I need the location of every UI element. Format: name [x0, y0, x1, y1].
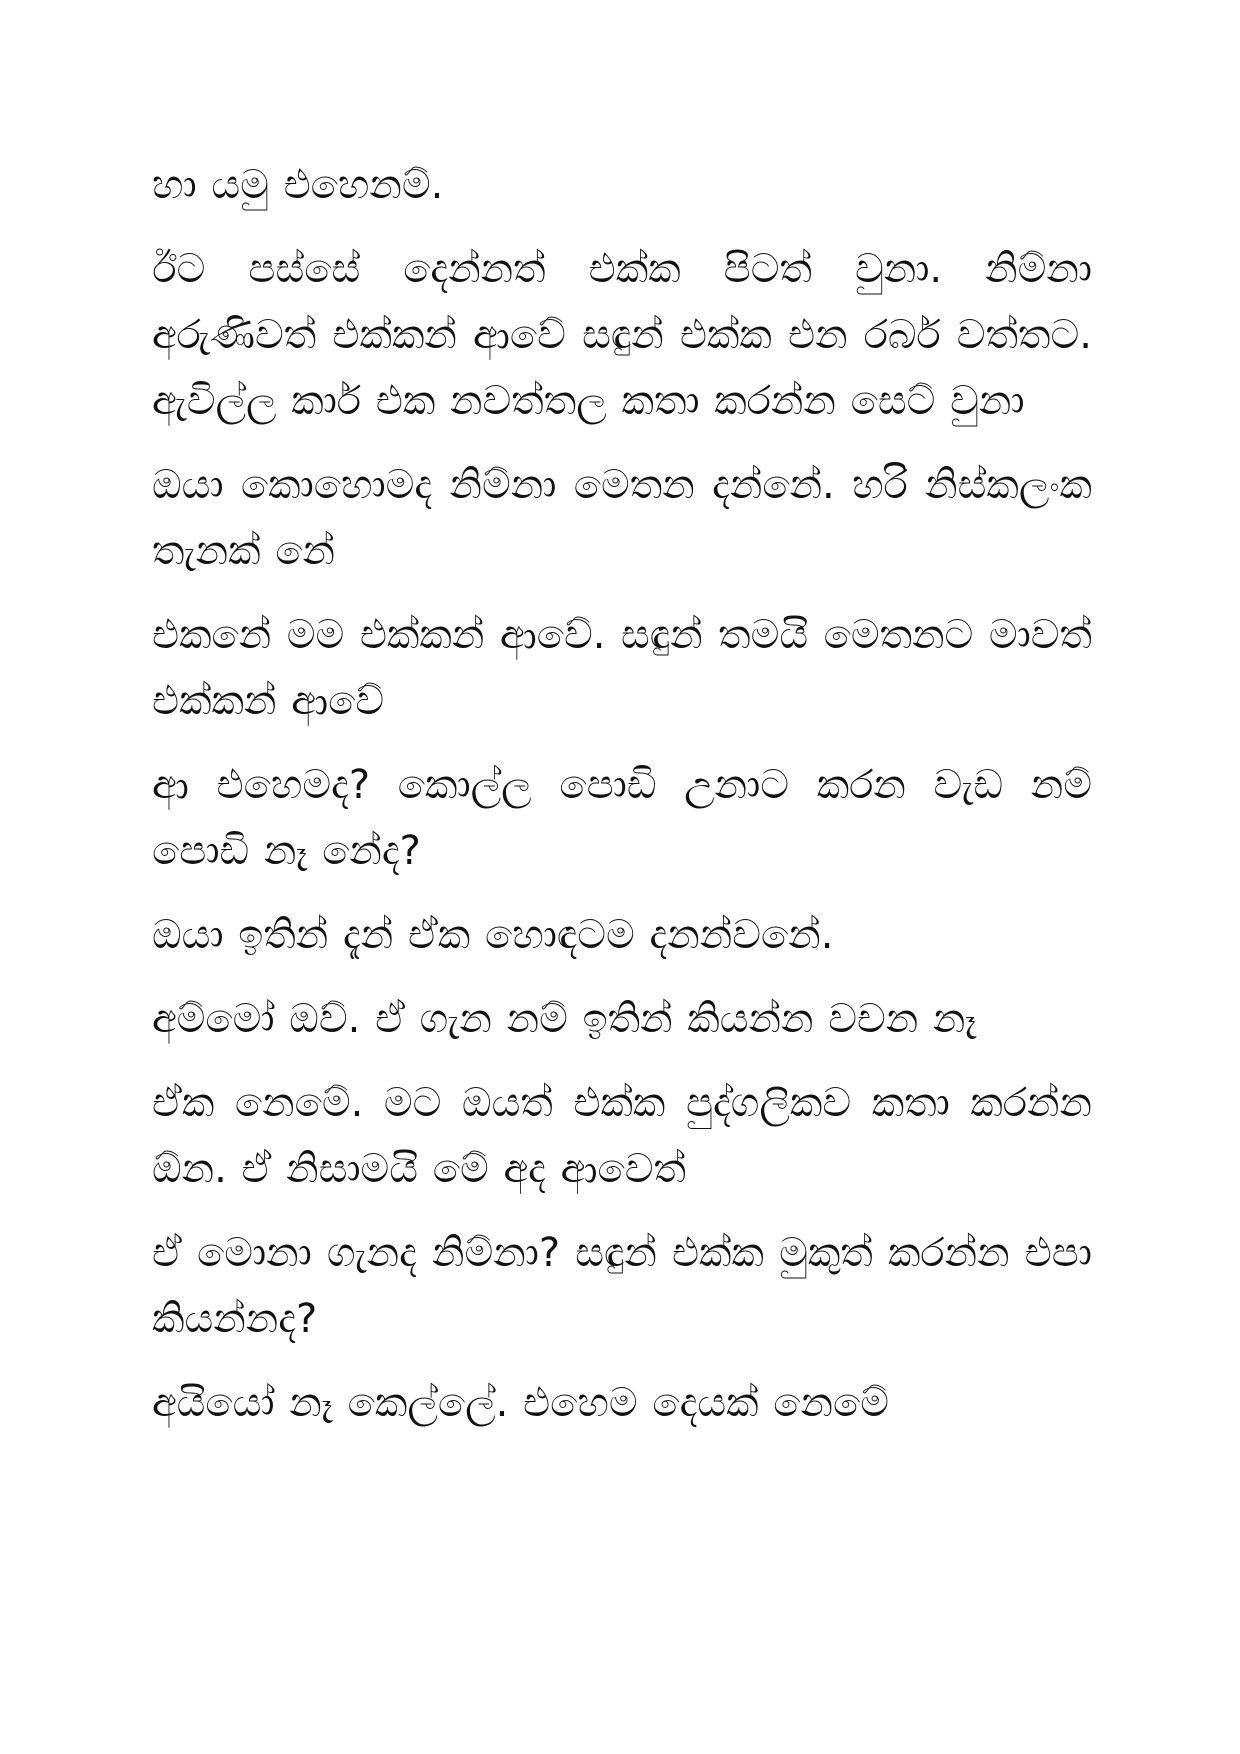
paragraph-7: අම්මෝ ඔව්. ඒ ගැන නම් ඉතින් කියන්න වචන නෑ [152, 996, 977, 1042]
paragraph-8: ඒක නෙමේ. මට ඔයත් එක්ක පුද්ගලිකව කතා කරන්න ඕන. ඒ නිසාමයි මේ අද ආවෙත් [152, 1080, 1092, 1192]
paragraph-5: ආ එහෙමද? කොල්ල පොඩි උනාට කරන වැඩ නම් පොඩි නෑ නේද? [152, 762, 1092, 874]
paragraph-4: එකනේ මම එක්කන් ආවේ. සඳුන් තමයි මෙතනට මාවත් එක්කන් ආවේ [152, 612, 1092, 724]
paragraph-10: අයියෝ නෑ කෙල්ලේ. එහෙම දෙයක් නෙමේ [152, 1380, 890, 1426]
paragraph-9: ඒ මොනා ගැනද නිම්නා? සඳුන් එක්ක මුකුත් කරන්න එපා කියන්නද? [152, 1230, 1092, 1342]
paragraph-6: ඔයා ඉතින් දැන් ඒක හොඳටම දනන්වනේ. [152, 912, 834, 958]
paragraph-2: ඊට පස්සේ දෙන්නත් එක්ක පිටත් වුනා. නිම්නා අරුණිවත් එක්කන් ආවේ සඳුන් එක්ක එන රබර් වත්තට. ඇවිල්ල කාර් එක නවත්තල කතා කරන්න සෙට් වුනා [152, 246, 1092, 424]
body-text [152, 152, 1092, 1454]
paragraph-1: හා යමු එහෙනම්. [152, 162, 444, 208]
paragraph-3: ඔයා කොහොමද නිම්නා මෙතන දන්නේ. හරි නිස්කලංක තැනක් නේ [152, 462, 1092, 574]
